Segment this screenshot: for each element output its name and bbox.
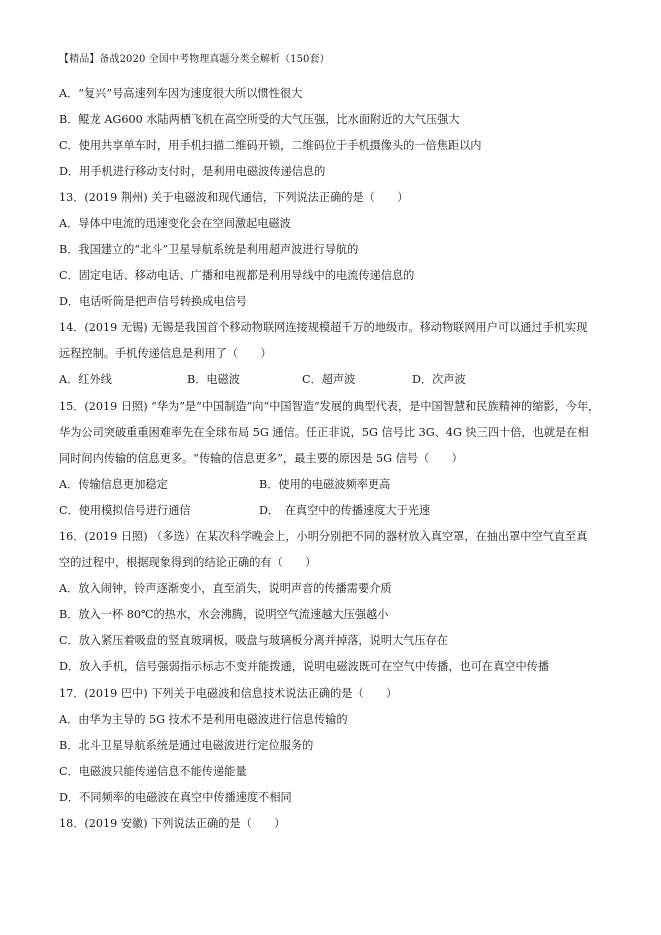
q15-options-row2 xyxy=(59,503,599,519)
q15-options-row1 xyxy=(59,477,599,493)
q17-option-a: A．由华为主导的 5G 技术不是利用电磁波进行信息传输的 xyxy=(59,713,348,726)
q12-option-d: D．用手机进行移动支付时，是利用电磁波传递信息的 xyxy=(59,165,326,178)
q17-stem: 17．(2019 巴中) 下列关于电磁波和信息技术说法正确的是（ ） xyxy=(59,687,398,700)
q15-stem-line1: 15．(2019 日照) “华为”是“中国制造”向“中国智造”发展的典型代表，是中国智慧和民族精神的缩影，今年， xyxy=(59,400,600,413)
q16-stem-line1: 16．(2019 日照) （多选）在某次科学晚会上，小明分别把不同的器材放入真空罩，在抽出罩中空气直至真 xyxy=(59,530,588,543)
q14-option-b: B．电磁波 xyxy=(187,373,240,386)
q18-stem: 18．(2019 安徽) 下列说法正确的是（ ） xyxy=(59,817,286,830)
q12-option-b: B．鲲龙 AG600 水陆两栖飞机在高空所受的大气压强，比水面附近的大气压强大 xyxy=(59,113,460,126)
q15-stem-line3: 同时间内传输的信息更多。“传输的信息更多”，最主要的原因是 5G 信号（ ） xyxy=(59,452,463,465)
q13-stem: 13．(2019 荆州) 关于电磁波和现代通信，下列说法正确的是（ ） xyxy=(59,191,409,204)
q16-option-c: C．放入紧压着吸盘的竖直玻璃板，吸盘与玻璃板分离并掉落，说明大气压存在 xyxy=(59,634,448,647)
q14-options xyxy=(59,372,599,388)
q15-stem-line2: 华为公司突破重重困难率先在全球布局 5G 通信。任正非说，5G 信号比 3G、4G 快三四十倍，也就是在相 xyxy=(59,426,589,439)
q13-option-a: A．导体中电流的迅速变化会在空间激起电磁波 xyxy=(59,217,291,230)
q14-stem-line2: 远程控制。手机传递信息是利用了（ ） xyxy=(59,347,272,360)
q12-option-c: C．使用共享单车时，用手机扫描二维码开锁，二维码位于手机摄像头的一倍焦距以内 xyxy=(59,139,482,152)
q15-option-b: B．使用的电磁波频率更高 xyxy=(259,478,391,491)
q17-option-c: C．电磁波只能传递信息不能传递能量 xyxy=(59,765,247,778)
q12-option-a: A．“复兴”号高速列车因为速度很大所以惯性很大 xyxy=(59,87,303,100)
q14-option-c: C．超声波 xyxy=(302,373,356,386)
q14-option-d: D．次声波 xyxy=(412,373,466,386)
q14-option-a: A．红外线 xyxy=(59,373,112,386)
q17-option-d: D．不同频率的电磁波在真空中传播速度不相同 xyxy=(59,791,292,804)
page-header: 【精品】备战2020 全国中考物理真题分类全解析（150套） xyxy=(59,54,330,65)
q15-option-d: D． 在真空中的传播速度大于光速 xyxy=(259,504,431,517)
q17-option-b: B．北斗卫星导航系统是通过电磁波进行定位服务的 xyxy=(59,739,314,752)
q15-option-a: A．传输信息更加稳定 xyxy=(59,478,168,491)
q16-stem-line2: 空的过程中，根据现象得到的结论正确的有（ ） xyxy=(59,556,317,569)
q13-option-d: D．电话听筒是把声信号转换成电信号 xyxy=(59,295,247,308)
q14-stem-line1: 14．(2019 无锡) 无锡是我国首个移动物联网连接规模超千万的地级市。移动物联网用户可以通过手机实现 xyxy=(59,321,588,334)
q16-option-b: B．放入一杯 80℃的热水，水会沸腾，说明空气流速越大压强越小 xyxy=(59,608,389,621)
q16-option-d: D．放入手机，信号强弱指示标志不变并能拨通，说明电磁波既可在空气中传播，也可在真空中传播 xyxy=(59,660,550,673)
q13-option-b: B．我国建立的“北斗”卫星导航系统是利用超声波进行导航的 xyxy=(59,243,359,256)
q13-option-c: C．固定电话、移动电话、广播和电视都是利用导线中的电流传递信息的 xyxy=(59,269,415,282)
q15-option-c: C．使用模拟信号进行通信 xyxy=(59,504,191,517)
q16-option-a: A．放入闹钟，铃声逐渐变小，直至消失，说明声音的传播需要介质 xyxy=(59,582,392,595)
